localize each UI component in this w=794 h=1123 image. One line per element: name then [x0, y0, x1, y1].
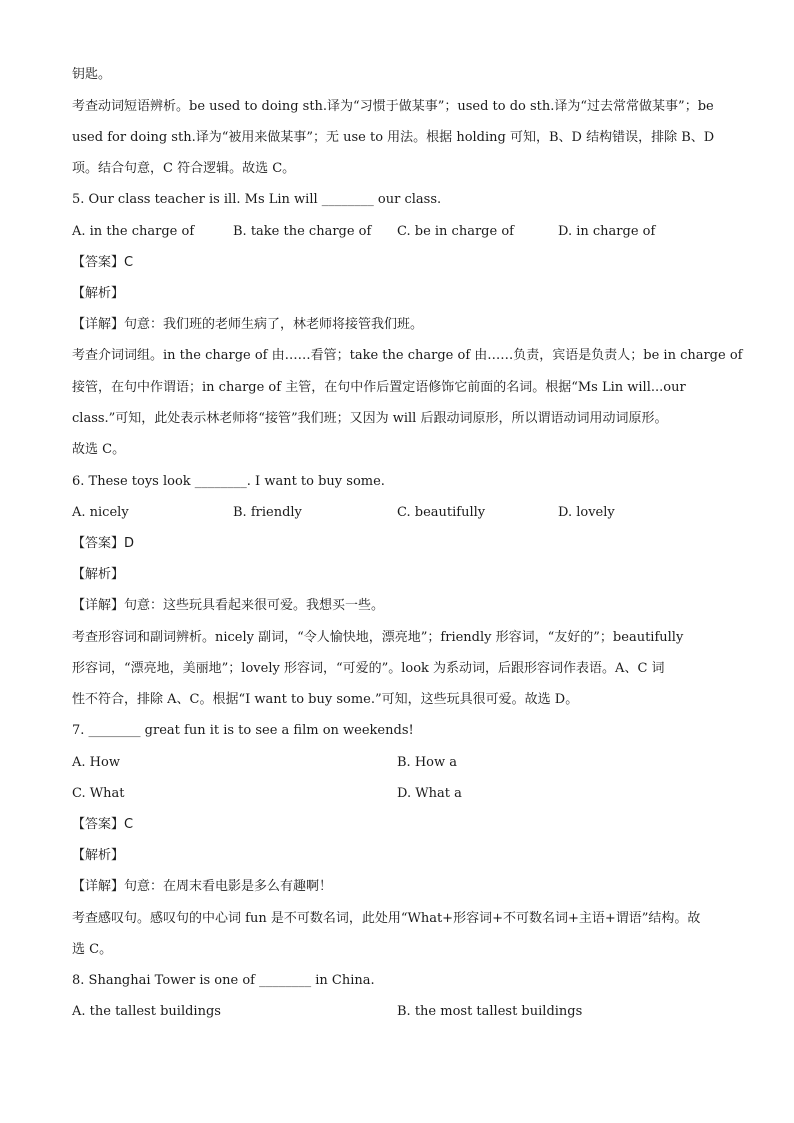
question-8: 8. Shanghai Tower is one of ________ in China.: [72, 973, 375, 988]
text-line: 考查介词词组。in the charge of 由……看管；take the charge of 由……负责，宾语是负责人；be in charge of: [72, 348, 743, 363]
text-line: 形容词，“漂亮地，美丽地”；lovely 形容词，“可爱的”。look 为系动词，后跟形容词作表语。A、C 词: [72, 661, 665, 676]
question-7: 7. ________ great fun it is to see a film on weekends!: [72, 723, 414, 738]
text-line: 考查动词短语辨析。be used to doing sth.译为“习惯于做某事”；used to do sth.译为“过去常常做某事”；be: [72, 99, 714, 114]
option-8b: B. the most tallest buildings: [397, 1004, 583, 1019]
text-line: used for doing sth.译为“被用来做某事”；无 use to 用法。根据 holding 可知，B、D 结构错误，排除 B、D: [72, 130, 715, 145]
question-5: 5. Our class teacher is ill. Ms Lin will ________ our class.: [72, 192, 442, 207]
text-line: 故选 C。: [72, 442, 126, 457]
analysis-label: 【解析】: [72, 848, 125, 863]
analysis-label: 【解析】: [72, 567, 125, 582]
option-5b: B. take the charge of: [233, 224, 372, 239]
question-6: 6. These toys look ________. I want to buy some.: [72, 474, 385, 489]
option-6c: C. beautifully: [397, 505, 486, 520]
answer-label: 【答案】C: [72, 255, 134, 270]
explanation-line: 【详解】句意：这些玩具看起来很可爱。我想买一些。: [72, 598, 385, 613]
text-line: 接管，在句中作谓语；in charge of 主管，在句中作后置定语修饰它前面的名词。根据“Ms Lin will...our: [72, 380, 686, 395]
text-line: 性不符合，排除 A、C。根据“I want to buy some.”可知，这些玩具很可爱。故选 D。: [72, 692, 579, 707]
option-7b: B. How a: [397, 755, 457, 770]
option-8a: A. the tallest buildings: [72, 1004, 221, 1019]
text-line: 考查感叹句。感叹句的中心词 fun 是不可数名词，此处用“What+形容词+不可数名词+主语+谓语”结构。故: [72, 911, 701, 926]
text-line: 选 C。: [72, 942, 113, 957]
text-line: 考查形容词和副词辨析。nicely 副词，“令人愉快地，漂亮地”；friendly 形容词，“友好的”；beautifully: [72, 630, 684, 645]
option-7c: C. What: [72, 786, 125, 801]
text-line: 项。结合句意，C 符合逻辑。故选 C。: [72, 161, 296, 176]
option-6b: B. friendly: [233, 505, 302, 520]
option-5d: D. in charge of: [558, 224, 656, 239]
option-7a: A. How: [72, 755, 120, 770]
option-7d: D. What a: [397, 786, 462, 801]
answer-label: 【答案】C: [72, 817, 134, 832]
text-line: class.”可知，此处表示林老师将“接管”我们班；又因为 will 后跟动词原形，所以谓语动词用动词原形。: [72, 411, 668, 426]
explanation-line: 【详解】句意：我们班的老师生病了，林老师将接管我们班。: [72, 317, 424, 332]
text-line: 钥匙。: [72, 67, 112, 82]
analysis-label: 【解析】: [72, 286, 125, 301]
option-6a: A. nicely: [72, 505, 129, 520]
option-5c: C. be in charge of: [397, 224, 514, 239]
answer-label: 【答案】D: [72, 536, 135, 551]
option-6d: D. lovely: [558, 505, 615, 520]
option-5a: A. in the charge of: [72, 224, 195, 239]
explanation-line: 【详解】句意：在周末看电影是多么有趣啊！: [72, 879, 333, 894]
